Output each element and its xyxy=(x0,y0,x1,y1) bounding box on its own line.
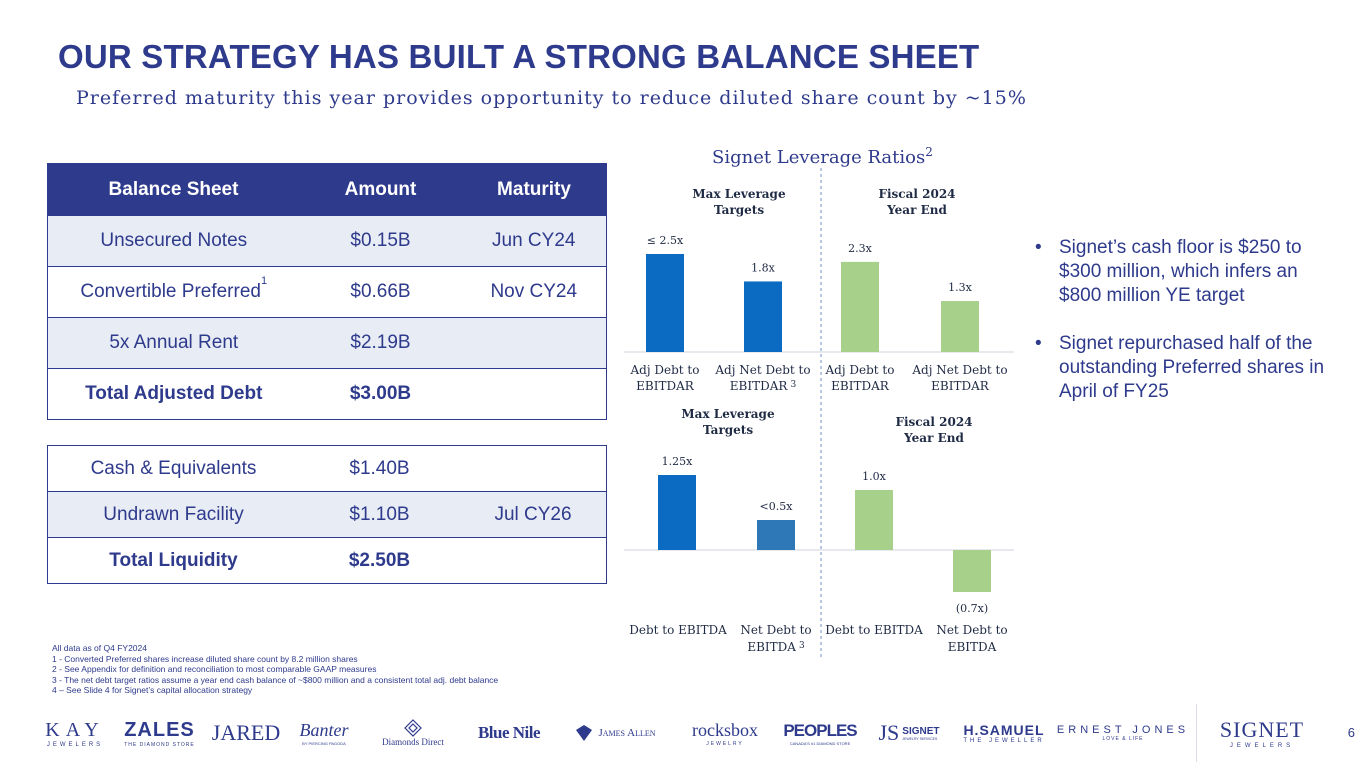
js-monogram-icon: JS xyxy=(878,720,900,745)
kay-logo-sub: JEWELERS xyxy=(46,741,104,748)
chart1-data-label: 1.3x xyxy=(948,281,972,295)
table-row xyxy=(48,492,607,538)
chart2-group-label: Targets xyxy=(702,423,754,437)
header-amount: Amount xyxy=(300,164,462,216)
blue-nile-logo: Blue Nile xyxy=(477,723,541,742)
chart1-footnote-marker: 3 xyxy=(790,380,797,390)
chart2-group-label: Fiscal 2024 xyxy=(895,415,973,429)
bullet-item xyxy=(1035,236,1340,308)
chart2-category-label: EBITDA $^3$ xyxy=(747,640,805,654)
row-amount: $2.50B xyxy=(299,538,460,584)
table-row xyxy=(48,216,607,267)
row-label: 5x Annual Rent xyxy=(48,318,300,369)
table-header-row xyxy=(48,164,607,216)
chart2-bar xyxy=(757,520,795,550)
signet-js-text-group xyxy=(902,726,939,741)
bullet-dot: • xyxy=(1035,237,1042,258)
james-allen-logo xyxy=(562,708,668,758)
row-maturity: Jun CY24 xyxy=(462,216,607,267)
chart2-bar xyxy=(855,490,893,550)
table-row-total xyxy=(48,538,607,584)
row-label-text: Convertible Preferred xyxy=(80,281,261,302)
chart2-category-label: Net Debt to xyxy=(936,623,1008,637)
chart1-data-label: ≤ 2.5x xyxy=(646,234,684,247)
chart-title-footnote: 2 xyxy=(925,145,933,159)
chart2-category-label: Net Debt to xyxy=(740,623,812,637)
row-amount: $1.10B xyxy=(299,492,460,538)
chart2-footnote-marker: 3 xyxy=(798,641,805,651)
row-maturity: Nov CY24 xyxy=(462,267,607,318)
row-maturity xyxy=(462,369,607,420)
logo-divider xyxy=(1196,704,1197,762)
bullet-list xyxy=(1035,236,1340,428)
row-label: Total Adjusted Debt xyxy=(48,369,300,420)
peoples-sub: CANADA'S #1 DIAMOND STORE xyxy=(789,740,851,746)
header-balance-sheet: Balance Sheet xyxy=(48,164,300,216)
chart1-group-label: Targets xyxy=(713,203,765,217)
chart-title xyxy=(712,145,933,168)
peoples-text: PEOPLES xyxy=(783,720,857,740)
row-maturity xyxy=(462,318,607,369)
chart1-data-label: 2.3x xyxy=(848,241,872,255)
chart1-bar xyxy=(941,301,979,352)
signet-jewelers-text: SIGNET xyxy=(1219,717,1305,742)
chart1-category-label: EBITDAR xyxy=(831,379,889,393)
chart1-category-label: Adj Debt to xyxy=(630,363,700,377)
footnote-marker: 1 xyxy=(260,275,268,287)
table-row xyxy=(48,318,607,369)
chart1-category-label: Adj Debt to xyxy=(825,363,895,377)
chart1-data-label: 1.8x xyxy=(751,261,775,275)
bullet-text: Signet’s cash floor is $250 to $300 million, which infers an $800 million YE target xyxy=(1059,237,1302,306)
page-subtitle: Preferred maturity this year provides opportunity to reduce diluted share count by ~15% xyxy=(76,87,1027,109)
diamonds-direct-logo xyxy=(367,708,459,758)
chart2-bar xyxy=(953,550,991,592)
chart1-category-label: Adj Net Debt to xyxy=(912,363,1008,377)
row-label xyxy=(48,267,300,318)
chart2-category-label: EBITDA xyxy=(947,640,997,654)
chart2-group-label: Year End xyxy=(904,431,964,445)
rocksbox-sub: JEWELRY xyxy=(706,740,744,747)
chart2-bar xyxy=(658,475,696,550)
footnotes xyxy=(52,643,498,696)
bullet-text: Signet repurchased half of the outstanding Preferred shares in April of FY25 xyxy=(1059,333,1325,402)
chart1-group-label: Fiscal 2024 xyxy=(878,187,956,201)
jared-logo: JARED xyxy=(211,720,281,745)
liquidity-table xyxy=(47,445,607,584)
table-row xyxy=(48,267,607,318)
chart1-category-label: EBITDAR $^3$ xyxy=(729,379,797,393)
kay-logo-text: KAY xyxy=(45,718,105,741)
footnote-line: All data as of Q4 FY2024 xyxy=(52,643,147,653)
brand-logos xyxy=(0,708,1365,758)
leverage-charts xyxy=(610,168,1030,668)
row-amount: $0.66B xyxy=(300,267,462,318)
table-row xyxy=(48,446,607,492)
chart2-data-label: 1.25x xyxy=(661,455,693,468)
diamonds-direct-text: Diamonds Direct xyxy=(382,737,444,747)
chart2-category-label: Debt to EBITDA xyxy=(629,623,727,637)
diamond-icon xyxy=(404,719,422,737)
signet-jewelers-sub: JEWELERS xyxy=(1229,743,1295,749)
chart1-category-label: EBITDAR xyxy=(931,379,989,393)
header-maturity: Maturity xyxy=(462,164,607,216)
row-amount: $1.40B xyxy=(299,446,460,492)
zales-logo-sub: THE DIAMOND STORE xyxy=(124,741,195,748)
row-maturity xyxy=(460,538,607,584)
balance-sheet-table xyxy=(47,163,607,420)
h-samuel-logo xyxy=(958,708,1050,758)
footnote-line: 1 - Converted Preferred shares increase diluted share count by 8.2 million shares xyxy=(52,653,358,664)
signet-js-text: SIGNET xyxy=(902,725,940,737)
zales-logo-text: ZALES xyxy=(124,718,195,741)
footnote-line: 4 – See Slide 4 for Signet’s capital allocation strategy xyxy=(52,685,253,695)
chart2-data-label: 1.0x xyxy=(862,470,886,483)
ernest-jones-text: ERNEST JONES xyxy=(1056,724,1190,736)
row-amount: $0.15B xyxy=(300,216,462,267)
bullet-item xyxy=(1035,332,1340,404)
row-label: Cash & Equivalents xyxy=(48,446,300,492)
chart2-group-label: Max Leverage xyxy=(681,407,775,421)
chart1-category-label: EBITDAR xyxy=(636,379,694,393)
h-samuel-sub: THE JEWELLER xyxy=(963,738,1045,744)
chart2-category-label: Debt to EBITDA xyxy=(825,623,923,637)
chart1-bar xyxy=(841,262,879,352)
rocksbox-logo xyxy=(680,708,770,758)
row-amount: $2.19B xyxy=(300,318,462,369)
page-number: 6 xyxy=(1347,725,1355,740)
chart1-group-label: Max Leverage xyxy=(692,187,786,201)
footnote-line: 2 - See Appendix for definition and reconciliation to most comparable GAAP measures xyxy=(52,664,377,674)
row-label: Undrawn Facility xyxy=(48,492,300,538)
footnote-line: 3 - The net debt target ratios assume a year end cash balance of ~$800 million and a consistent total adj. debt balance xyxy=(52,674,499,685)
signet-jewelry-services-logo xyxy=(872,708,946,758)
chart1-bar xyxy=(744,281,782,352)
chart2-data-label: (0.7x) xyxy=(955,602,989,615)
james-allen-icon xyxy=(574,724,594,742)
chart1-category-label: Adj Net Debt to xyxy=(715,363,811,377)
page-title: OUR STRATEGY HAS BUILT A STRONG BALANCE SHEET xyxy=(58,38,980,75)
kay-logo xyxy=(40,708,110,758)
ernest-jones-sub: LOVE & LIFE xyxy=(1102,736,1144,742)
signet-jewelers-logo xyxy=(1212,708,1312,758)
chart1-group-label: Year End xyxy=(887,203,947,217)
row-maturity xyxy=(460,446,607,492)
banter-logo-text: Banter xyxy=(299,720,349,740)
bullet-dot: • xyxy=(1035,333,1042,354)
james-allen-text: James Allen xyxy=(598,727,656,739)
h-samuel-text: H.SAMUEL xyxy=(963,722,1045,738)
chart1-bar xyxy=(646,254,684,352)
ernest-jones-logo xyxy=(1056,708,1190,758)
row-maturity: Jul CY26 xyxy=(460,492,607,538)
peoples-logo xyxy=(778,708,862,758)
chart2-data-label: <0.5x xyxy=(759,500,793,513)
banter-logo xyxy=(292,708,356,758)
chart-title-text: Signet Leverage Ratios xyxy=(712,147,926,168)
row-amount: $3.00B xyxy=(300,369,462,420)
rocksbox-text: rocksbox xyxy=(692,719,758,740)
table-row-total xyxy=(48,369,607,420)
signet-js-sub: JEWELRY SERVICES xyxy=(902,736,938,741)
row-label: Total Liquidity xyxy=(48,538,300,584)
zales-logo xyxy=(122,708,197,758)
row-label: Unsecured Notes xyxy=(48,216,300,267)
banter-logo-sub: BY PIERCING PAGODA xyxy=(302,741,346,746)
